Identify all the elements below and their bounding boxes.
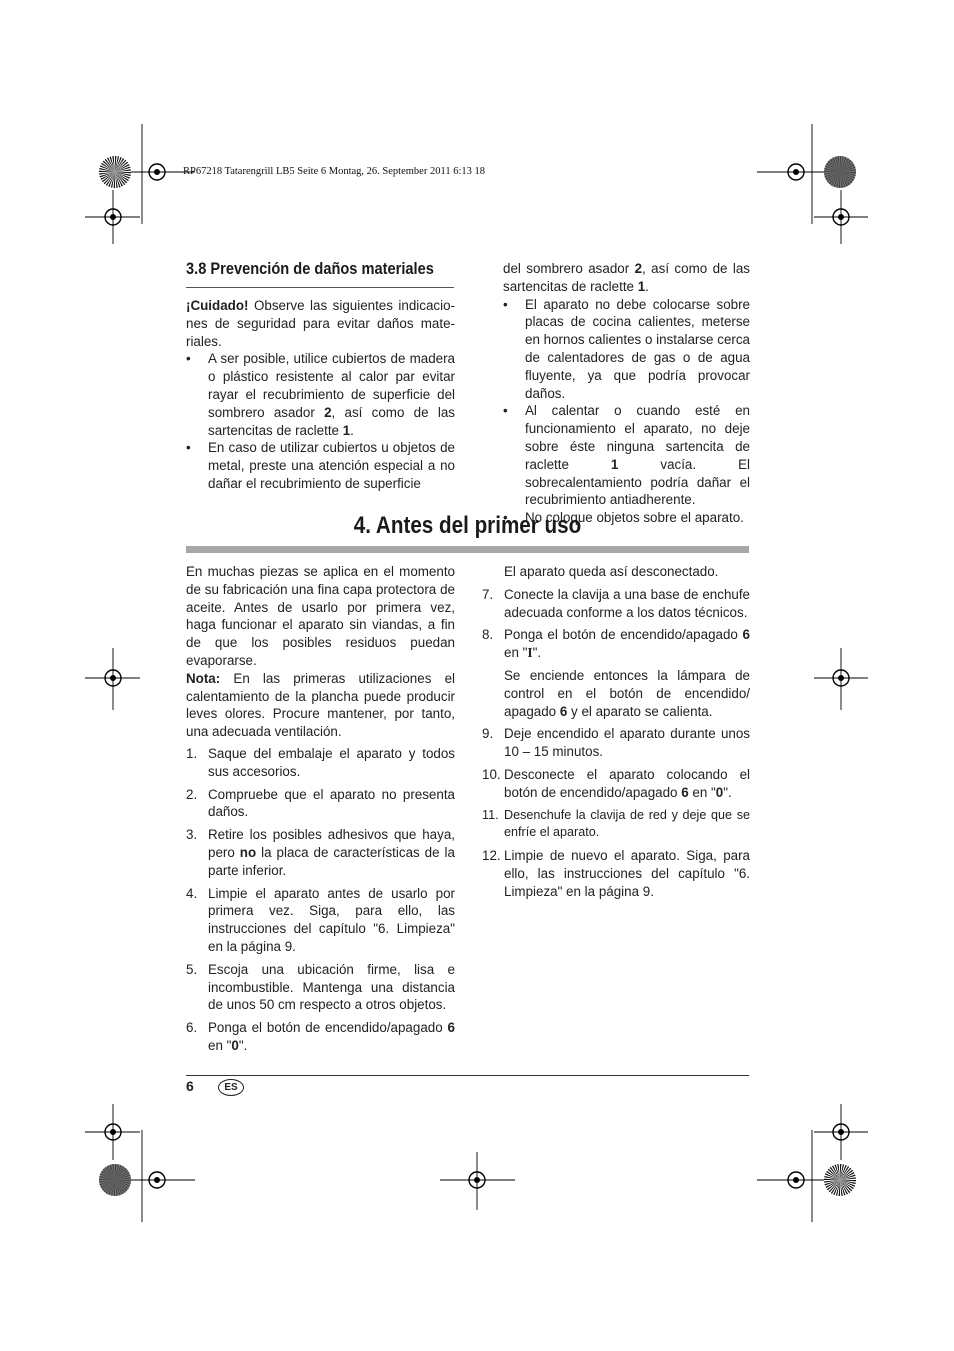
list-item: 6. Ponga el botón de encendido/apagado 6 en "0". bbox=[186, 1020, 455, 1053]
language-badge: ES bbox=[218, 1079, 244, 1096]
list-item: 5. Escoja una ubicación firme, lisa e incombustible. Mantenga una distancia de unos 50 cm respecto a otros objetos. bbox=[186, 961, 455, 1013]
caution-label: ¡Cuidado! bbox=[186, 298, 249, 313]
section-heading-underline bbox=[186, 287, 454, 288]
column-right-3-8 bbox=[503, 260, 750, 527]
caution-paragraph: ¡Cuidado! Observe las siguientes indicacio-nes de seguridad para evitar daños mate-riales. bbox=[186, 298, 455, 349]
list-item: • El aparato no debe colocarse sobre placas de cocina calientes, meterse en hornos calientes o instalarse cerca de calentadores de gas o de agua fluyente, ya que podría provocar daños. bbox=[503, 296, 750, 403]
list-item: 11. Desenchufe la clavija de red y deje que se enfríe el aparato. bbox=[482, 807, 750, 840]
page-number: 6 bbox=[186, 1078, 194, 1094]
print-header: RP67218 Tatarengrill LB5 Seite 6 Montag, 26. September 2011 6:13 18 bbox=[183, 166, 485, 177]
list-item: 12. Limpie de nuevo el aparato. Siga, para ello, las instrucciones del capítulo "6. Limpieza" en la página 9. bbox=[482, 848, 750, 899]
bullet-continuation: del sombrero asador 2, así como de las sartencitas de raclette 1. bbox=[503, 261, 750, 294]
intro-paragraph: En muchas piezas se aplica en el momento de su fabricación una fina capa protectora de aceite. Antes de usarlo por primera vez, haga funcionar el aparato sin viandas, a fin de que los posibles residuos puedan evaporarse. bbox=[186, 564, 455, 668]
list-item: 3. Retire los posibles adhesivos que haya, pero no la placa de características de la parte inferior. bbox=[186, 827, 455, 878]
list-item: 7. Conecte la clavija a una base de enchufe adecuada conforme a los datos técnicos. bbox=[482, 586, 750, 620]
list-item: 8. Ponga el botón de encendido/apagado 6 en "I". bbox=[482, 627, 750, 661]
column-left-4 bbox=[186, 563, 455, 1055]
column-left-3-8 bbox=[186, 297, 455, 493]
section-heading-4: 4. Antes del primer uso bbox=[353, 512, 582, 539]
registration-starburst-icon bbox=[824, 156, 856, 188]
list-item: 2. Compruebe que el aparato no presenta daños. bbox=[186, 786, 455, 820]
list-item: 4. Limpie el aparato antes de usarlo por primera vez. Siga, para ello, las instrucciones del capítulo "6. Limpieza" en la página 9. bbox=[186, 885, 455, 954]
list-item: 1. Saque del embalaje el aparato y todos sus accesorios. bbox=[186, 745, 455, 779]
note-label: Nota: bbox=[186, 670, 221, 686]
footer-rule bbox=[186, 1075, 749, 1076]
list-item: 9. Deje encendido el aparato durante unos 10 – 15 minutos. bbox=[482, 726, 750, 760]
registration-starburst-icon bbox=[99, 156, 131, 188]
list-item: • En caso de utilizar cubiertos u objetos de metal, preste una atención especial a no dañar el recubrimiento de superficie bbox=[186, 439, 455, 492]
registration-starburst-icon bbox=[824, 1164, 856, 1196]
list-item-continuation: El aparato queda así desconectado. bbox=[504, 564, 719, 579]
list-item-continuation: Se enciende entonces la lámpara de control en el botón de encendido/ apagado 6 y el aparato se calienta. bbox=[504, 667, 750, 719]
list-item: • Al calentar o cuando esté en funcionamiento el aparato, no deje sobre éste ninguna sartencita de raclette 1 vacía. El sobrecalentamiento podría dañar el recubrimiento antiadherente. bbox=[503, 402, 750, 509]
note-paragraph: Nota: En las primeras utilizaciones el calentamiento de la plancha puede producir leves olores. Procure mantener, por tanto, una adecuada ventilación. bbox=[186, 670, 455, 740]
heading-bar bbox=[186, 546, 749, 553]
section-heading-3-8: 3.8 Prevención de daños materiales bbox=[186, 259, 434, 278]
column-right-4 bbox=[482, 563, 750, 901]
list-item: 10. Desconecte el aparato colocando el botón de encendido/apagado 6 en "0". bbox=[482, 766, 750, 800]
registration-starburst-icon bbox=[99, 1164, 131, 1196]
list-item: • A ser posible, utilice cubiertos de madera o plástico resistente al calor par evitar rayar el recubrimiento de superficie del sombrero asador 2, así como de las sartencitas de raclette 1. bbox=[186, 350, 455, 439]
list-item: • No coloque objetos sobre el aparato. bbox=[503, 509, 750, 527]
